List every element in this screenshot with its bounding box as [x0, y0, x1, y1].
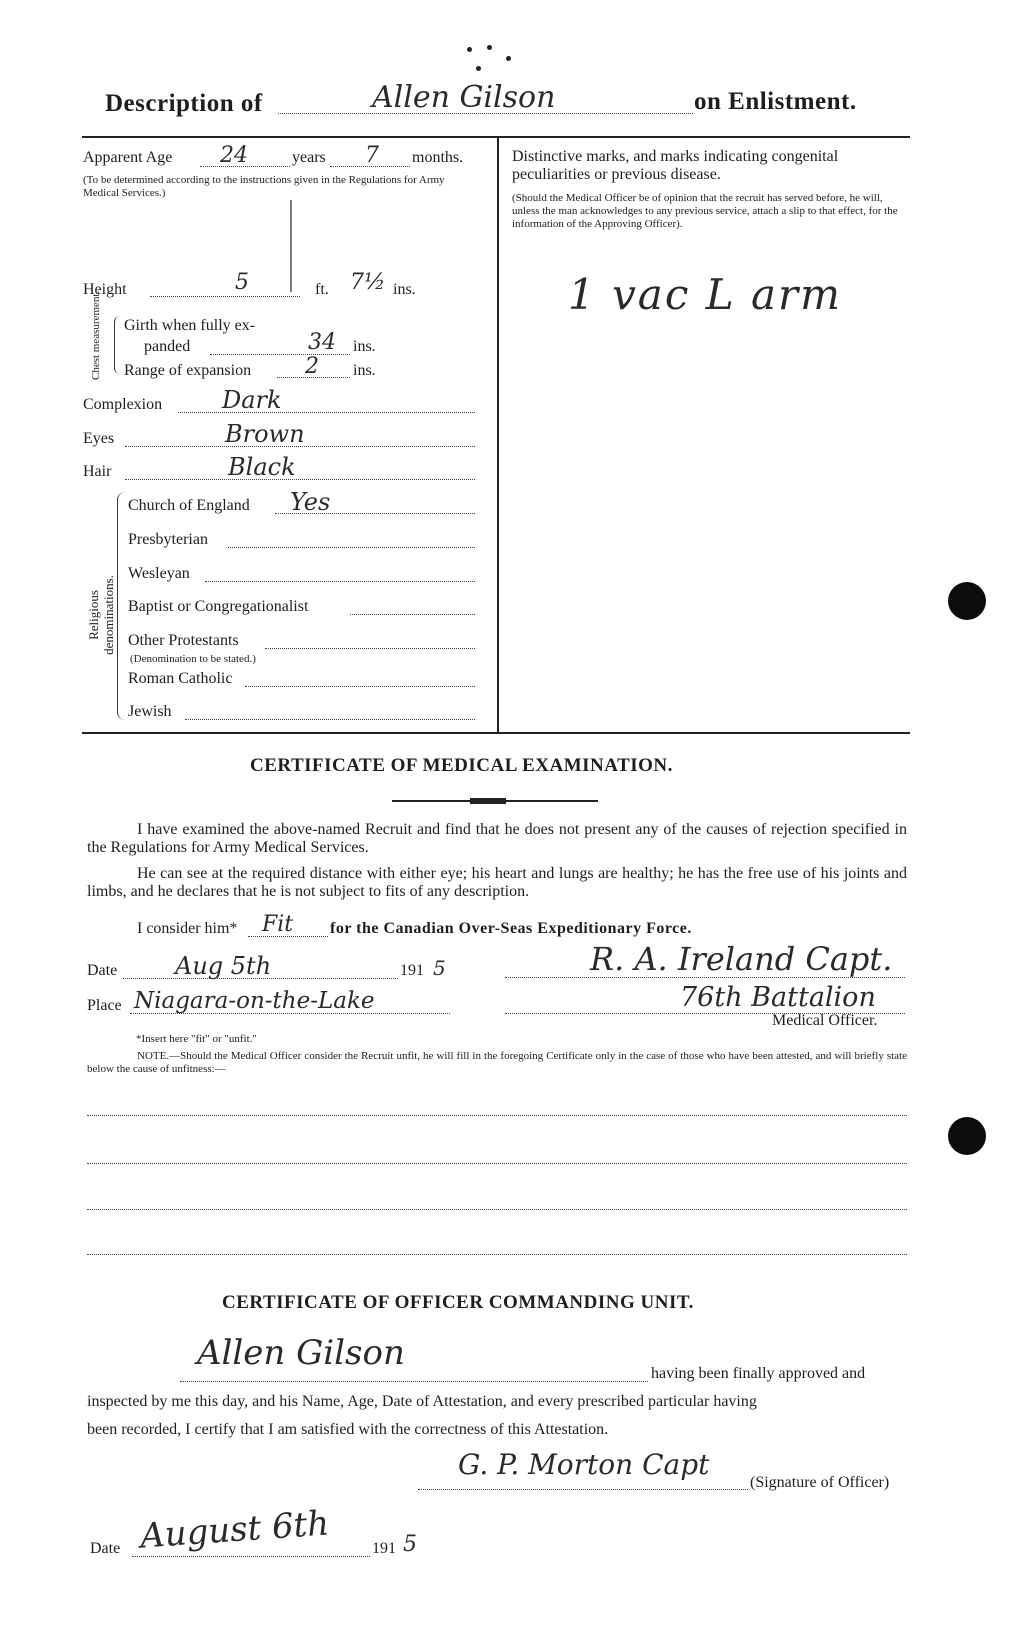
consider-value: Fit: [262, 912, 294, 937]
commanding-recruit-name: Allen Gilson: [197, 1333, 405, 1373]
header-prefix: Description of: [105, 90, 263, 117]
distinctive-marks-value: 1 vac L arm: [568, 270, 842, 319]
age-years-line: [200, 166, 290, 167]
age-years-value: 24: [220, 143, 248, 168]
complexion-label: Complexion: [83, 396, 163, 413]
age-months-value: 7: [365, 143, 379, 168]
medical-para-2: He can see at the required distance with either eye; his heart and lungs are healthy; he has the free use of his joints and limbs, and he declares that he is not subject to fits of any description.: [87, 865, 907, 900]
complexion-line: [178, 412, 475, 413]
girth-ins-label: ins.: [353, 338, 376, 355]
religion-line-baptist: [350, 614, 475, 615]
ink-speck: [476, 66, 481, 71]
commanding-text-1: having been finally approved and: [651, 1365, 866, 1382]
header-name-line: [278, 113, 693, 114]
medical-signature-1: R. A. Ireland Capt.: [590, 940, 893, 978]
religion-line-other-protestants: [265, 648, 475, 649]
medical-officer-label: Medical Officer.: [772, 1012, 878, 1029]
punch-hole-upper: [948, 582, 986, 620]
religion-value-church-of-england: Yes: [290, 488, 331, 516]
height-ft-line: [150, 296, 300, 297]
apparent-age-label: Apparent Age: [83, 149, 173, 166]
eyes-value: Brown: [225, 420, 305, 448]
height-ft-value: 5: [235, 270, 249, 295]
commanding-text-3: been recorded, I certify that I am satisfied with the correctness of this Attestation.: [87, 1421, 609, 1438]
consider-line: [248, 936, 328, 937]
commanding-year-prefix: 191: [372, 1540, 396, 1557]
commanding-date-label: Date: [90, 1540, 121, 1557]
ink-speck: [467, 47, 472, 52]
religion-label-other-protestants: Other Protestants: [128, 632, 239, 649]
girth-label-2: panded: [144, 338, 191, 355]
girth-value: 34: [308, 330, 336, 355]
eyes-label: Eyes: [83, 430, 115, 447]
column-divider: [497, 136, 499, 733]
religion-brace: [117, 492, 128, 720]
medical-certificate-title: CERTIFICATE OF MEDICAL EXAMINATION.: [250, 755, 673, 776]
medical-signature-line-1: [505, 977, 905, 978]
medical-title-rule-center: [470, 798, 506, 804]
medical-signature-2: 76th Battalion: [680, 982, 876, 1013]
religion-line-wesleyan: [205, 581, 475, 582]
hair-value: Black: [228, 453, 296, 481]
height-label: Height: [83, 281, 127, 298]
medical-date-label: Date: [87, 962, 118, 979]
religion-line-presbyterian: [228, 547, 475, 548]
religion-label-jewish: Jewish: [128, 703, 172, 720]
range-label: Range of expansion: [124, 362, 252, 379]
religion-line-jewish: [185, 719, 475, 720]
unfit-cause-line-3: [87, 1209, 907, 1210]
unfit-cause-line-2: [87, 1163, 907, 1164]
consider-prefix: I consider him*: [137, 920, 238, 937]
religion-label-wesleyan: Wesleyan: [128, 565, 190, 582]
medical-para-1: I have examined the above-named Recruit and find that he does not present any of the causes of rejection specified in the Regulations for Army Medical Services.: [87, 821, 907, 856]
ink-speck: [506, 56, 511, 61]
ink-speck: [487, 45, 492, 50]
commanding-signature-line: [418, 1489, 748, 1490]
recruit-name-header: Allen Gilson: [372, 80, 556, 115]
commanding-date-line: [132, 1556, 370, 1557]
height-ins-value: 7½: [350, 270, 386, 295]
age-note: (To be determined according to the instructions given in the Regulations for Army Medical Services.): [83, 174, 445, 199]
fit-unfit-footnote: *Insert here "fit" or "unfit.": [136, 1033, 257, 1045]
other-protestants-note: (Denomination to be stated.): [130, 653, 256, 665]
religion-side-label: Religious denominations.: [86, 575, 116, 655]
unfit-cause-line-4: [87, 1254, 907, 1255]
medical-year-value: 5: [433, 956, 446, 980]
age-height-divider: [290, 200, 292, 292]
religion-line-church-of-england: [275, 513, 475, 514]
hair-label: Hair: [83, 463, 112, 480]
commanding-year-value: 5: [403, 1532, 417, 1557]
distinctive-marks-heading: Distinctive marks, and marks indicating congenital peculiarities or previous disease.: [512, 148, 839, 183]
complexion-value: Dark: [222, 386, 282, 414]
distinctive-marks-note: (Should the Medical Officer be of opinion that the recruit has served before, he will, unless the man acknowledges to any previous service, attach a slip to that effect, for the information of the Approving Officer).: [512, 192, 898, 230]
religion-label-roman-catholic: Roman Catholic: [128, 670, 233, 687]
bottom-rule: [82, 732, 910, 734]
medical-date-value: Aug 5th: [175, 952, 272, 980]
religion-line-roman-catholic: [245, 686, 475, 687]
medical-year-prefix: 191: [400, 962, 424, 979]
medical-place-value: Niagara-on-the-Lake: [134, 988, 375, 1014]
girth-label-1: Girth when fully ex-: [124, 317, 256, 334]
commanding-text-2: inspected by me this day, and his Name, Age, Date of Attestation, and every prescribed particular having: [87, 1393, 757, 1410]
signature-of-officer-label: (Signature of Officer): [750, 1474, 890, 1491]
punch-hole-lower: [948, 1117, 986, 1155]
months-label: months.: [412, 149, 464, 166]
medical-date-line: [123, 978, 398, 979]
commanding-signature: G. P. Morton Capt: [458, 1448, 710, 1481]
header-suffix: on Enlistment.: [694, 88, 857, 115]
unfit-note: NOTE.—Should the Medical Officer consider the Recruit unfit, he will fill in the foregoing Certificate only in the case of those who have been attested, and will briefly state below the cause of unfitness:—: [87, 1050, 907, 1075]
ft-label: ft.: [315, 281, 329, 298]
years-label: years: [292, 149, 326, 166]
religion-label-presbyterian: Presbyterian: [128, 531, 208, 548]
medical-place-label: Place: [87, 997, 122, 1014]
commanding-certificate-title: CERTIFICATE OF OFFICER COMMANDING UNIT.: [222, 1292, 694, 1313]
range-ins-label: ins.: [353, 362, 376, 379]
commanding-date-value: August 6th: [138, 1503, 331, 1557]
top-rule: [82, 136, 910, 138]
chest-measurement-label: Chest measurement.: [90, 290, 102, 380]
consider-suffix: for the Canadian Over-Seas Expeditionary Force.: [330, 920, 692, 937]
religion-label-church-of-england: Church of England: [128, 497, 250, 514]
eyes-line: [125, 446, 475, 447]
religion-label-baptist: Baptist or Congregationalist: [128, 598, 309, 615]
chest-brace: [114, 316, 123, 374]
age-months-line: [330, 166, 410, 167]
range-value: 2: [305, 354, 319, 379]
unfit-cause-line-1: [87, 1115, 907, 1116]
commanding-name-line: [180, 1381, 648, 1382]
medical-place-line: [130, 1013, 450, 1014]
hair-line: [125, 479, 475, 480]
ins-label: ins.: [393, 281, 416, 298]
